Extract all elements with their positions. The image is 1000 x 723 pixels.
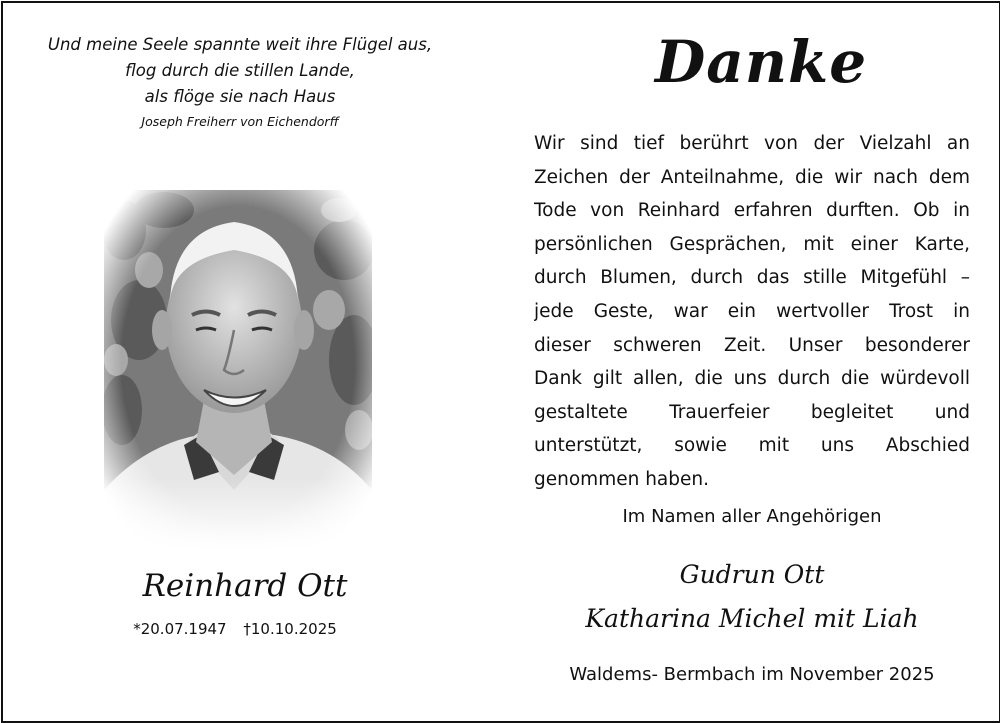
text-line: Wir sind tief berührt von der Vielzahl an [534, 133, 970, 154]
life-dates [100, 620, 370, 638]
text-line: Tode von Reinhard erfahren durften. Ob in [534, 200, 970, 222]
quote-author: Joseph Freiherr von Eichendorff [141, 114, 339, 129]
signature: Katharina Michel mit Liah [585, 604, 919, 633]
text-line: jede Geste, war ein wertvoller Trost in [534, 300, 970, 322]
birth-date: *20.07.1947 [133, 620, 227, 638]
text-line: genommen haben. [534, 468, 709, 490]
quote-line: Und meine Seele spannte weit ihre Flügel aus, [47, 35, 433, 54]
quote-line: als flöge sie nach Haus [144, 87, 336, 106]
deceased-name: Reinhard Ott [142, 568, 348, 604]
death-date: †10.10.2025 [243, 620, 337, 638]
page-title: Danke [655, 28, 868, 96]
text-line: persönlichen Gesprächen, mit einer Karte, [534, 233, 970, 255]
portrait-photo [104, 190, 372, 550]
text-line: unterstützt, sowie mit uns Abschied [534, 435, 970, 457]
text-line: dieser schweren Zeit. Unser besonderer [534, 334, 970, 356]
place-date: Waldems- Bermbach im November 2025 [569, 664, 935, 685]
text-line: Dank gilt allen, die uns durch die würdevoll [534, 368, 970, 390]
closing-line: Im Namen aller Angehörigen [622, 506, 882, 527]
text-line: durch Blumen, durch das stille Mitgefühl – [534, 267, 970, 289]
quote-block [20, 32, 460, 132]
text-line: Zeichen der Anteilnahme, die wir nach dem [534, 166, 970, 188]
signature: Gudrun Ott [679, 560, 825, 589]
quote-line: flog durch die stillen Lande, [125, 61, 355, 80]
text-line: gestaltete Trauerfeier begleitet und [534, 401, 970, 423]
thank-you-text [534, 127, 970, 497]
